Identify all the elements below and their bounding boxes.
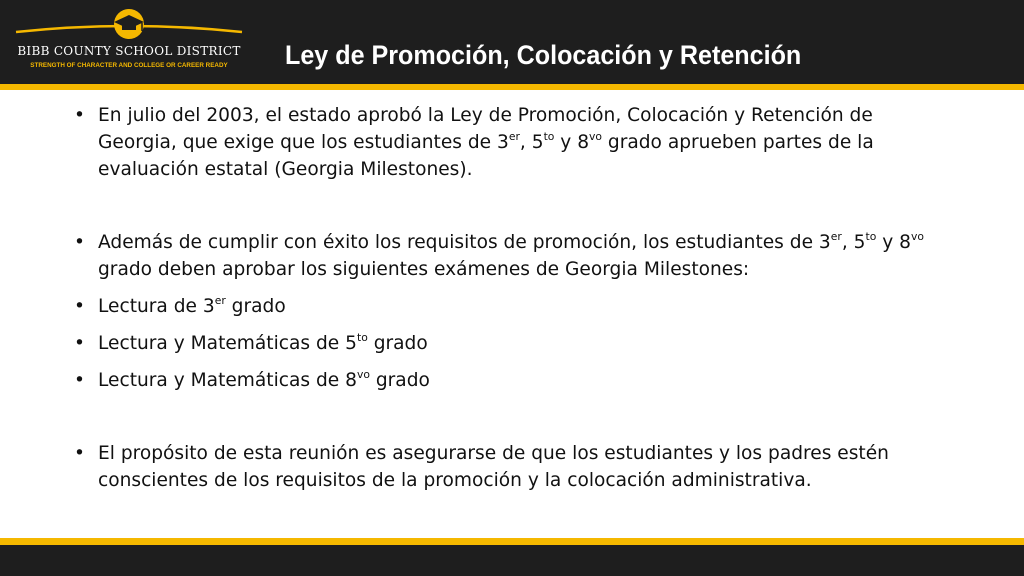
bullet-marker: • (74, 232, 85, 253)
bullet-marker: • (74, 333, 85, 354)
bullet-meeting-purpose: • El propósito de esta reunión es asegurarse de que los estudiantes y los padres estén conscientes de los requisitos de la promoción y la colocación administrativa. (72, 440, 952, 494)
footer-gold-rule (0, 538, 1024, 545)
header-gold-rule (0, 84, 1024, 90)
graduation-cap-icon (14, 6, 244, 46)
bullet-grade-3: • Lectura de 3er grado (72, 293, 952, 320)
footer-bar (0, 545, 1024, 576)
bullet-marker: • (74, 370, 85, 391)
logo-tagline: STRENGTH OF CHARACTER AND COLLEGE OR CAREER READY (30, 62, 228, 69)
slide-content (72, 102, 952, 494)
logo-district-name: BIBB COUNTY SCHOOL DISTRICT (17, 44, 241, 58)
bullet-requirements: • Además de cumplir con éxito los requisitos de promoción, los estudiantes de 3er, $5^{to}$ y $8^{vo}$ grado deben aprobar los siguientes exámenes de Georgia Milestones: (74, 229, 924, 280)
bullet-grade-5: • Lectura y Matemáticas de $5^{to}$ grado (72, 330, 952, 357)
district-logo (14, 6, 244, 74)
bullet-grade-8: • Lectura y Matemáticas de $8^{vo}$ grado (72, 367, 952, 394)
bullet-marker: • (74, 105, 85, 126)
bullet-law-2003: • En julio del 2003, el estado aprobó la Ley de Promoción, Colocación y Retención de Georgia, que exige que los estudiantes de 3er, $5^{to}$ y $8^{vo}$ grado aprueben partes de la evaluación estatal (Georgia Milestones). (72, 102, 952, 183)
bullet-marker: • (74, 443, 85, 464)
bullet-marker: • (74, 296, 85, 317)
slide-title: Ley de Promoción, Colocación y Retención (285, 40, 802, 70)
